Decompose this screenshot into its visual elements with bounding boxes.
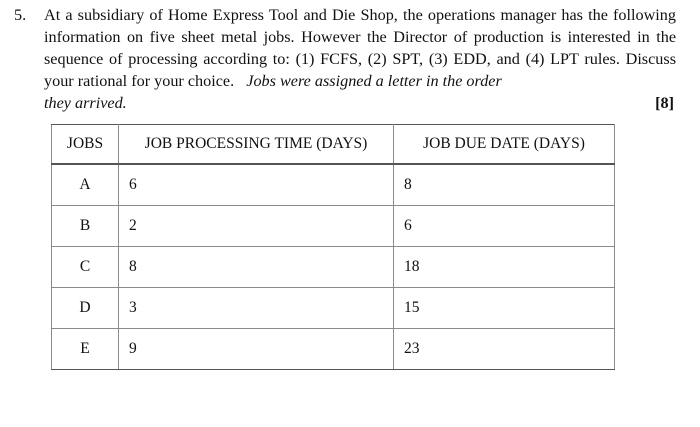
cell-processing-time: 3 <box>119 288 394 329</box>
cell-due-date: 6 <box>394 206 615 247</box>
cell-due-date: 18 <box>394 247 615 288</box>
marks-label: [8] <box>655 94 674 112</box>
question-block <box>14 4 676 114</box>
header-due-date: JOB DUE DATE (DAYS) <box>394 125 615 165</box>
cell-processing-time: 2 <box>119 206 394 247</box>
cell-job: D <box>52 288 119 329</box>
header-processing-time: JOB PROCESSING TIME (DAYS) <box>119 125 394 165</box>
cell-processing-time: 6 <box>119 164 394 206</box>
cell-due-date: 8 <box>394 164 615 206</box>
question-body <box>44 4 676 114</box>
cell-job: A <box>52 164 119 206</box>
table-row <box>52 206 615 247</box>
table-header-row <box>52 125 615 165</box>
table-row <box>52 329 615 370</box>
question-note-part-1: Jobs were assigned a letter in the order <box>246 72 502 90</box>
question-number: 5. <box>14 6 27 24</box>
cell-processing-time: 8 <box>119 247 394 288</box>
cell-processing-time: 9 <box>119 329 394 370</box>
table-row <box>52 164 615 206</box>
jobs-table <box>51 124 615 370</box>
cell-job: E <box>52 329 119 370</box>
table-row <box>52 288 615 329</box>
cell-job: C <box>52 247 119 288</box>
table-row <box>52 247 615 288</box>
cell-job: B <box>52 206 119 247</box>
question-text: At a subsidiary of Home Express Tool and Die Shop, the operations manager has the following information on five sheet metal jobs. However the Director of production is interested in the sequence of processing according to: (1) FCFS, (2) SPT, (3) EDD, and (4) LPT rules. Discuss your rational for your choice. <box>44 6 676 90</box>
cell-due-date: 23 <box>394 329 615 370</box>
cell-due-date: 15 <box>394 288 615 329</box>
header-jobs: JOBS <box>52 125 119 165</box>
question-last-line <box>44 92 676 114</box>
question-note-part-2: they arrived. <box>44 94 127 112</box>
